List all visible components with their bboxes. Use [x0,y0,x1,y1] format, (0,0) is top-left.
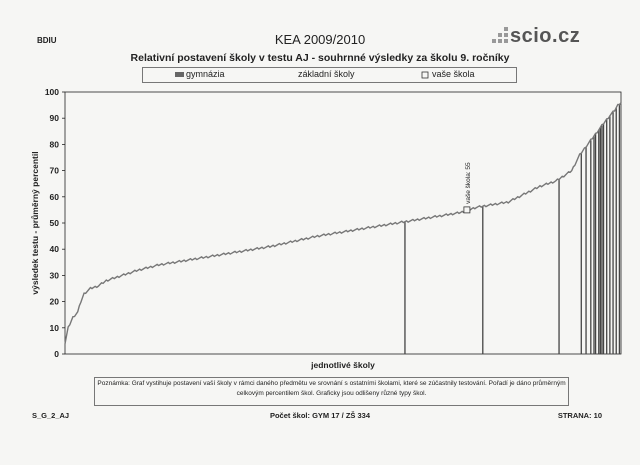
y-tick-label: 20 [49,296,59,307]
y-tick-label: 90 [49,113,59,124]
y-tick-label: 70 [49,165,59,176]
note-box [94,377,569,406]
note-text: Poznámka: Graf vystihuje postavení vaší školy v rámci daného předmětu ve srovnání s ostatními školami, které se zúčastnily testování. Pořadí je dáno průměrným celkovým percentilem škol. Graficky jsou odlišeny různé typy škol. [97,380,566,397]
y-tick-label: 50 [49,218,59,228]
y-axis-label: výsledek testu - průměrný percentil [30,151,40,295]
your-school-marker [464,207,470,213]
logo-text: scio.cz [510,25,581,47]
page-number: STRANA: 10 [557,411,602,420]
y-tick-label: 40 [49,244,59,255]
y-tick-label: 30 [49,270,59,281]
report-title: KEA 2009/2010 [274,32,366,47]
y-tick-label: 10 [49,322,59,333]
y-tick-label: 80 [49,139,59,150]
plot-area [65,92,621,354]
legend-label: gymnázia [186,69,225,79]
your-school-label: vaše škola: 55 [464,162,472,204]
school-code: BDIU [37,36,57,45]
x-axis-label: jednotlivé školy [311,360,375,370]
report-code: S_G_2_AJ [32,411,70,420]
y-tick-label: 0 [54,349,59,359]
legend-label: vaše škola [432,69,475,79]
legend-label: základní školy [298,69,355,79]
y-axis [45,87,65,359]
y-tick-label: 60 [49,191,59,202]
y-tick-label: 100 [44,87,59,97]
school-count: Počet škol: GYM 17 / ZŠ 334 [269,411,371,420]
chart-title: Relativní postavení školy v testu AJ - souhrnné výsledky za školu 9. ročníky [130,52,510,64]
